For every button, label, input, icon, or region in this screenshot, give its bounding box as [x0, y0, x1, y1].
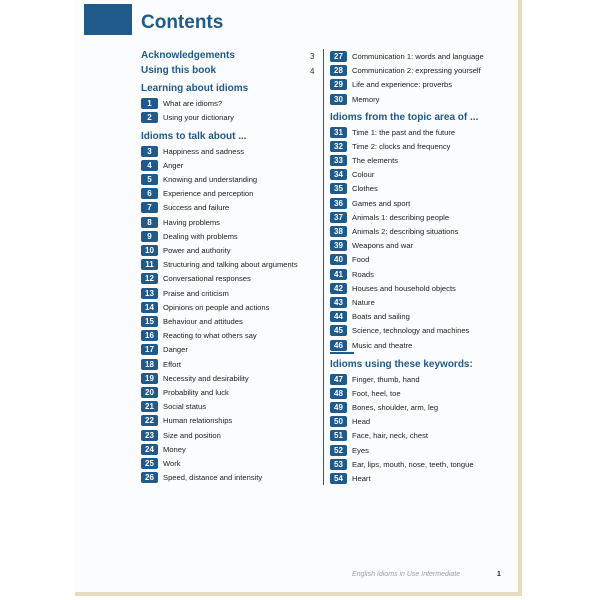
unit-number-badge: 46: [330, 340, 347, 351]
unit-title: Head: [352, 417, 371, 427]
unit-row-51[interactable]: [330, 430, 428, 442]
unit-title: Roads: [352, 269, 374, 279]
unit-number-badge: 8: [141, 217, 158, 228]
unit-row-30[interactable]: [330, 93, 379, 105]
unit-number-badge: 49: [330, 402, 347, 413]
unit-number-badge: 35: [330, 183, 347, 194]
unit-row-31[interactable]: [330, 126, 455, 138]
unit-number-badge: 41: [330, 269, 347, 280]
unit-number-badge: 31: [330, 127, 347, 138]
unit-number-badge: 54: [330, 473, 347, 484]
unit-title: Nature: [352, 297, 375, 307]
unit-row-34[interactable]: [330, 169, 374, 181]
unit-number-badge: 23: [141, 430, 158, 441]
acknowledgements-page: 3: [310, 52, 315, 61]
unit-title: The elements: [352, 155, 399, 165]
unit-row-13[interactable]: [141, 287, 229, 299]
unit-number-badge: 15: [141, 316, 158, 327]
unit-number-badge: 26: [141, 472, 158, 483]
unit-number-badge: 7: [141, 202, 158, 213]
unit-title: Boats and sailing: [352, 312, 410, 322]
unit-title: Weapons and war: [352, 241, 414, 251]
unit-title: Anger: [163, 160, 184, 170]
section-topic: Idioms from the topic area of ...: [330, 112, 479, 123]
section-learning: Learning about idioms: [141, 83, 249, 94]
unit-row-33[interactable]: [330, 154, 398, 166]
unit-title: Opinions on people and actions: [163, 302, 270, 312]
unit-number-badge: 25: [141, 458, 158, 469]
unit-title: Using your dictionary: [163, 112, 234, 122]
unit-row-42[interactable]: [330, 282, 456, 294]
unit-title: Danger: [163, 345, 188, 355]
unit-title: Happiness and sadness: [163, 146, 245, 156]
unit-number-badge: 48: [330, 388, 347, 399]
unit-number-badge: 38: [330, 226, 347, 237]
footer-page-number: 1: [497, 571, 501, 578]
unit-row-49[interactable]: [330, 401, 438, 413]
unit-title: Food: [352, 255, 370, 265]
unit-title: Games and sport: [352, 198, 411, 208]
unit-number-badge: 52: [330, 445, 347, 456]
unit-title: Work: [163, 458, 181, 468]
unit-row-50[interactable]: [330, 416, 370, 428]
unit-row-17[interactable]: [141, 344, 188, 356]
unit-number-badge: 20: [141, 387, 158, 398]
unit-row-25[interactable]: [141, 457, 181, 469]
unit-row-2[interactable]: [141, 111, 234, 123]
unit-row-21[interactable]: [141, 401, 206, 413]
unit-title: Structuring and talking about arguments: [163, 260, 298, 270]
unit-row-15[interactable]: [141, 315, 243, 327]
unit-number-badge: 28: [330, 65, 347, 76]
unit-row-22[interactable]: [141, 415, 232, 427]
section-talk: Idioms to talk about ...: [141, 131, 247, 142]
unit-number-badge: 6: [141, 188, 158, 199]
unit-number-badge: 39: [330, 240, 347, 251]
unit-title: Animals 1: describing people: [352, 212, 450, 222]
header-block: [84, 4, 132, 35]
unit-number-badge: 44: [330, 311, 347, 322]
unit-number-badge: 24: [141, 444, 158, 455]
unit-row-29[interactable]: [330, 79, 452, 91]
unit-row-53[interactable]: [330, 458, 474, 470]
unit-title: Bones, shoulder, arm, leg: [352, 402, 439, 412]
unit-number-badge: 53: [330, 459, 347, 470]
unit-title: Praise and criticism: [163, 288, 229, 298]
unit-title: Heart: [352, 473, 371, 483]
unit-number-badge: 18: [141, 359, 158, 370]
unit-number-badge: 45: [330, 325, 347, 336]
unit-title: Face, hair, neck, chest: [352, 431, 428, 441]
unit-row-1[interactable]: [141, 97, 222, 109]
unit-row-32[interactable]: [330, 140, 450, 152]
unit-row-47[interactable]: [330, 373, 420, 385]
unit-number-badge: 11: [141, 259, 158, 270]
unit-title: Eyes: [352, 445, 369, 455]
unit-title: Communication 2: expressing yourself: [352, 65, 481, 75]
unit-number-badge: 1: [141, 98, 158, 109]
unit-row-18[interactable]: [141, 358, 181, 370]
unit-number-badge: 43: [330, 297, 347, 308]
unit-number-badge: 36: [330, 198, 347, 209]
unit-title: Conversational responses: [163, 274, 251, 284]
unit-title: Foot, heel, toe: [352, 388, 401, 398]
unit-number-badge: 14: [141, 302, 158, 313]
unit-row-28[interactable]: [330, 64, 481, 76]
unit-title: Colour: [352, 170, 375, 180]
unit-row-6[interactable]: [141, 188, 253, 200]
unit-number-badge: 40: [330, 254, 347, 265]
unit-row-23[interactable]: [141, 429, 221, 441]
unit-title: Experience and perception: [163, 189, 254, 199]
unit-number-badge: 27: [330, 51, 347, 62]
unit-row-35[interactable]: [330, 183, 378, 195]
unit-row-5[interactable]: [141, 173, 257, 185]
unit-title: Memory: [352, 94, 380, 104]
unit-row-16[interactable]: [141, 330, 257, 342]
unit-title: Necessity and desirability: [163, 373, 249, 383]
unit-title: Time 1: the past and the future: [352, 127, 456, 137]
unit-row-38[interactable]: [330, 225, 458, 237]
unit-title: Clothes: [352, 184, 378, 194]
unit-row-52[interactable]: [330, 444, 369, 456]
unit-title: Behaviour and attitudes: [163, 316, 243, 326]
unit-title: Speed, distance and intensity: [163, 473, 263, 483]
unit-row-43[interactable]: [330, 296, 375, 308]
unit-title: What are idioms?: [163, 98, 223, 108]
unit-row-7[interactable]: [141, 202, 229, 214]
section-keywords: Idioms using these keywords:: [330, 359, 473, 370]
footer-book-title: English Idioms in Use Intermediate: [352, 571, 461, 578]
unit-row-19[interactable]: [141, 372, 249, 384]
unit-title: Communication 1: words and language: [352, 51, 484, 61]
unit-number-badge: 33: [330, 155, 347, 166]
unit-title: Reacting to what others say: [163, 331, 257, 341]
unit-row-54[interactable]: [330, 472, 371, 484]
unit-row-4[interactable]: [141, 159, 183, 171]
unit-title: Effort: [163, 359, 182, 369]
unit-number-badge: 37: [330, 212, 347, 223]
unit-title: Time 2: clocks and frequency: [352, 141, 451, 151]
unit-title: Success and failure: [163, 203, 230, 213]
unit-title: Power and authority: [163, 245, 231, 255]
unit-title: Knowing and understanding: [163, 174, 258, 184]
unit-row-44[interactable]: [330, 311, 410, 323]
unit-number-badge: 17: [141, 344, 158, 355]
unit-title: Finger, thumb, hand: [352, 374, 420, 384]
unit-row-20[interactable]: [141, 386, 229, 398]
unit-title: Life and experience: proverbs: [352, 80, 453, 90]
unit-number-badge: 16: [141, 330, 158, 341]
acknowledgements-link[interactable]: Acknowledgements: [141, 50, 235, 61]
unit-number-badge: 10: [141, 245, 158, 256]
unit-row-11[interactable]: [141, 259, 298, 271]
unit-number-badge: 21: [141, 401, 158, 412]
unit-number-badge: 13: [141, 288, 158, 299]
unit-row-12[interactable]: [141, 273, 251, 285]
unit-row-46[interactable]: [330, 339, 412, 351]
unit-row-37[interactable]: [330, 211, 449, 223]
unit-title: Music and theatre: [352, 340, 413, 350]
unit-title: Having problems: [163, 217, 220, 227]
unit-title: Size and position: [163, 430, 221, 440]
unit-number-badge: 9: [141, 231, 158, 242]
unit-number-badge: 22: [141, 415, 158, 426]
section-rule: [330, 352, 354, 354]
unit-title: Science, technology and machines: [352, 326, 470, 336]
unit-title: Money: [163, 444, 186, 454]
unit-title: Human relationships: [163, 416, 233, 426]
unit-row-40[interactable]: [330, 254, 369, 266]
using-this-book-link[interactable]: Using this book: [141, 65, 216, 76]
column-divider: [323, 49, 324, 485]
unit-number-badge: 32: [330, 141, 347, 152]
unit-title: Ear, lips, mouth, nose, teeth, tongue: [352, 459, 474, 469]
using-this-book-page: 4: [310, 67, 315, 76]
unit-row-26[interactable]: [141, 472, 262, 484]
unit-number-badge: 5: [141, 174, 158, 185]
unit-row-36[interactable]: [330, 197, 410, 209]
unit-number-badge: 51: [330, 430, 347, 441]
unit-row-24[interactable]: [141, 443, 186, 455]
unit-row-27[interactable]: [330, 50, 484, 62]
unit-row-8[interactable]: [141, 216, 220, 228]
unit-row-41[interactable]: [330, 268, 374, 280]
unit-title: Animals 2: describing situations: [352, 226, 459, 236]
unit-row-14[interactable]: [141, 301, 269, 313]
unit-number-badge: 50: [330, 416, 347, 427]
unit-row-45[interactable]: [330, 325, 469, 337]
unit-number-badge: 29: [330, 79, 347, 90]
unit-title: Social status: [163, 402, 207, 412]
unit-number-badge: 12: [141, 273, 158, 284]
unit-row-3[interactable]: [141, 145, 244, 157]
unit-title: Probability and luck: [163, 387, 229, 397]
unit-row-39[interactable]: [330, 240, 413, 252]
unit-row-48[interactable]: [330, 387, 401, 399]
unit-row-9[interactable]: [141, 230, 238, 242]
unit-number-badge: 19: [141, 373, 158, 384]
unit-row-10[interactable]: [141, 244, 231, 256]
unit-title: Houses and household objects: [352, 283, 456, 293]
page-title: Contents: [141, 12, 224, 33]
unit-number-badge: 30: [330, 94, 347, 105]
unit-number-badge: 47: [330, 374, 347, 385]
unit-number-badge: 3: [141, 146, 158, 157]
unit-number-badge: 4: [141, 160, 158, 171]
unit-number-badge: 34: [330, 169, 347, 180]
unit-title: Dealing with problems: [163, 231, 238, 241]
unit-number-badge: 2: [141, 112, 158, 123]
unit-number-badge: 42: [330, 283, 347, 294]
